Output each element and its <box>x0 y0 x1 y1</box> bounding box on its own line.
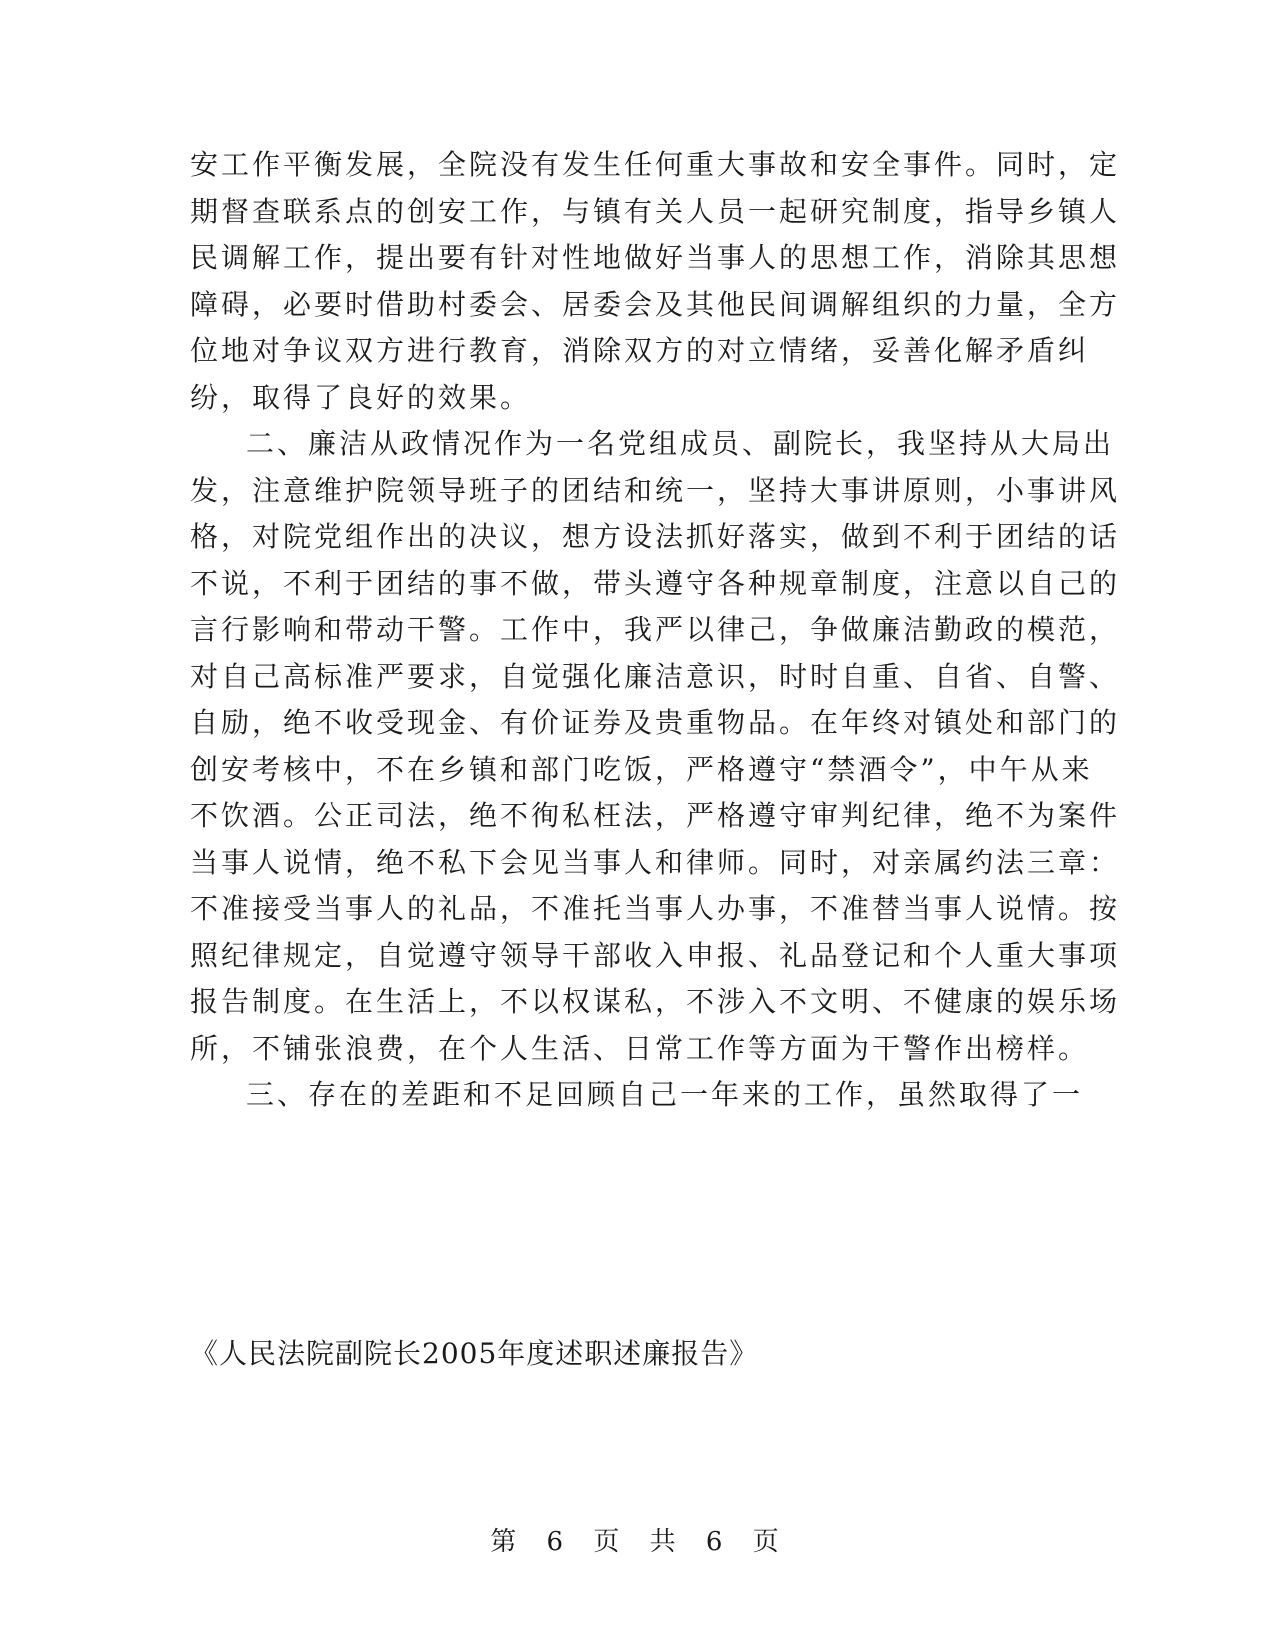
paragraph-line: 不饮酒。公正司法，绝不徇私枉法，严格遵守审判纪律，绝不为案件 <box>190 799 1121 832</box>
paragraph-line: 纷，取得了良好的效果。 <box>190 380 532 414</box>
paragraph-2 <box>190 421 1121 1072</box>
paragraph-line: 不说，不利于团结的事不做，带头遵守各种规章制度，注意以自己的 <box>190 566 1121 600</box>
paragraph-line: 格，对院党组作出的决议，想方设法抓好落实，做到不利于团结的话 <box>190 520 1121 553</box>
paragraph-line: 障碍，必要时借助村委会、居委会及其他民间调解组织的力量，全方 <box>190 287 1121 321</box>
document-body <box>190 142 1121 1119</box>
paragraph-line: 发，注意维护院领导班子的团结和统一，坚持大事讲原则，小事讲风 <box>190 473 1121 507</box>
paragraph-line: 期督查联系点的创安工作，与镇有关人员一起研究制度，指导乡镇人 <box>190 194 1121 228</box>
paragraph-line: 对自己高标准严要求，自觉强化廉洁意识，时时自重、自省、自警、 <box>190 659 1121 693</box>
paragraph-line: 自励，绝不收受现金、有价证券及贵重物品。在年终对镇处和部门的 <box>190 706 1121 739</box>
paragraph-line: 民调解工作，提出要有针对性地做好当事人的思想工作，消除其思想 <box>190 241 1121 274</box>
document-title-footer: 《人民法院副院长2005年度述职述廉报告》 <box>190 1337 759 1370</box>
paragraph-line: 照纪律规定，自觉遵守领导干部收入申报、礼品登记和个人重大事项 <box>190 938 1121 972</box>
paragraph-line: 位地对争议双方进行教育，消除双方的对立情绪，妥善化解矛盾纠 <box>190 334 1090 367</box>
paragraph-line: 言行影响和带动干警。工作中，我严以律己，争做廉洁勤政的模范， <box>190 613 1121 646</box>
paragraph-1 <box>190 142 1121 421</box>
paragraph-line: 当事人说情，绝不私下会见当事人和律师。同时，对亲属约法三章： <box>190 845 1121 879</box>
paragraph-line: 不准接受当事人的礼品，不准托当事人办事，不准替当事人说情。按 <box>190 892 1121 925</box>
paragraph-line: 所，不铺张浪费，在个人生活、日常工作等方面为干警作出榜样。 <box>190 1031 1090 1065</box>
paragraph-line: 三、存在的差距和不足回顾自己一年来的工作，虽然取得了一 <box>246 1078 1084 1111</box>
paragraph-3 <box>190 1072 1084 1119</box>
paragraph-line: 二、廉洁从政情况作为一名党组成员、副院长，我坚持从大局出 <box>246 427 1115 460</box>
page-number: 第 6 页 共 6 页 <box>490 1527 785 1557</box>
paragraph-line: 安工作平衡发展，全院没有发生任何重大事故和安全事件。同时，定 <box>190 148 1121 181</box>
paragraph-line: 创安考核中，不在乡镇和部门吃饭，严格遵守“禁酒令”，中午从来 <box>190 752 1093 786</box>
paragraph-line: 报告制度。在生活上，不以权谋私，不涉入不文明、不健康的娱乐场 <box>190 985 1121 1018</box>
